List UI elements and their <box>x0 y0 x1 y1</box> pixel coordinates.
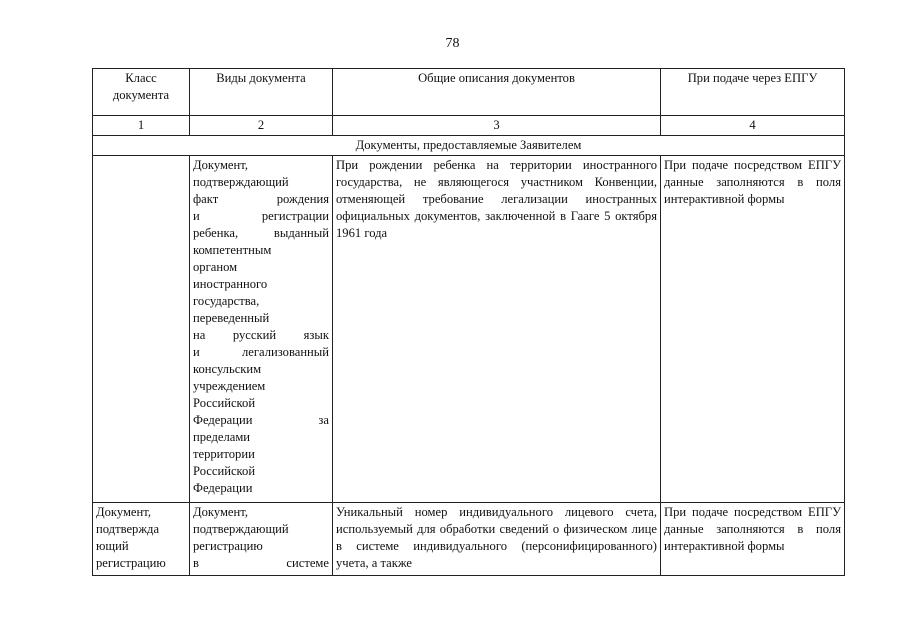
text-line: учреждением <box>193 379 266 393</box>
text-line: и легализованный <box>193 345 329 359</box>
section-title: Документы, предоставляемые Заявителем <box>93 136 845 156</box>
text-line: Российской <box>193 464 256 478</box>
cell-epgu: При подаче посредством ЕПГУ данные заполняются в поля интерактивной формы <box>661 503 845 576</box>
column-number-row <box>93 116 845 136</box>
column-number: 2 <box>190 116 333 136</box>
text-line: компетентным <box>193 243 272 257</box>
text-line: подтвержда <box>96 522 160 536</box>
column-number: 4 <box>661 116 845 136</box>
text-line: в системе <box>193 556 329 570</box>
text-line: Документ, <box>193 505 248 519</box>
cell-description: При рождении ребенка на территории иностранного государства, не являющегося участником Конвенции, отменяющей требование легализации иностранных официальных документов, заключенной в Гааге 5 октября 1961 года <box>333 156 661 503</box>
text-line: иностранного <box>193 277 268 291</box>
text-line: консульским <box>193 362 262 376</box>
cell-description: Уникальный номер индивидуального лицевого счета, используемый для обработки сведений о физическом лице в системе индивидуального (персонифицированного) учета, а также <box>333 503 661 576</box>
text-line: подтверждающий <box>193 522 289 536</box>
table-row <box>93 156 845 503</box>
header-epgu: При подаче через ЕПГУ <box>661 69 845 116</box>
section-row <box>93 136 845 156</box>
header-types: Виды документа <box>190 69 333 116</box>
page-number: 78 <box>445 36 460 51</box>
cell-epgu: При подаче посредством ЕПГУ данные заполняются в поля интерактивной формы <box>661 156 845 503</box>
text-line: Федерации за <box>193 413 329 427</box>
header-descriptions: Общие описания документов <box>333 69 661 116</box>
column-number: 3 <box>333 116 661 136</box>
text-line: подтверждающий <box>193 175 289 189</box>
text-line: ющий <box>96 539 129 553</box>
text-line: регистрацию <box>96 556 166 570</box>
cell-class <box>93 503 190 576</box>
column-number: 1 <box>93 116 190 136</box>
text-line: Федерации <box>193 481 253 495</box>
cell-class <box>93 156 190 503</box>
text-line: факт рождения <box>193 192 329 206</box>
cell-type <box>190 156 333 503</box>
text-line: Российской <box>193 396 256 410</box>
text-line: Документ, <box>96 505 151 519</box>
text-line: регистрацию <box>193 539 263 553</box>
text-line: пределами <box>193 430 251 444</box>
text-line: органом <box>193 260 238 274</box>
table-row <box>93 503 845 576</box>
table-header-row <box>93 69 845 116</box>
text-line: переведенный <box>193 311 270 325</box>
documents-table <box>92 68 845 576</box>
text-line: Документ, <box>193 158 248 172</box>
text-line: территории <box>193 447 255 461</box>
text-line: и регистрации <box>193 209 329 223</box>
cell-type <box>190 503 333 576</box>
text-line: государства, <box>193 294 260 308</box>
text-line: ребенка, выданный <box>193 226 329 240</box>
text-line: на русский язык <box>193 328 329 342</box>
header-class: Класс документа <box>93 69 190 116</box>
